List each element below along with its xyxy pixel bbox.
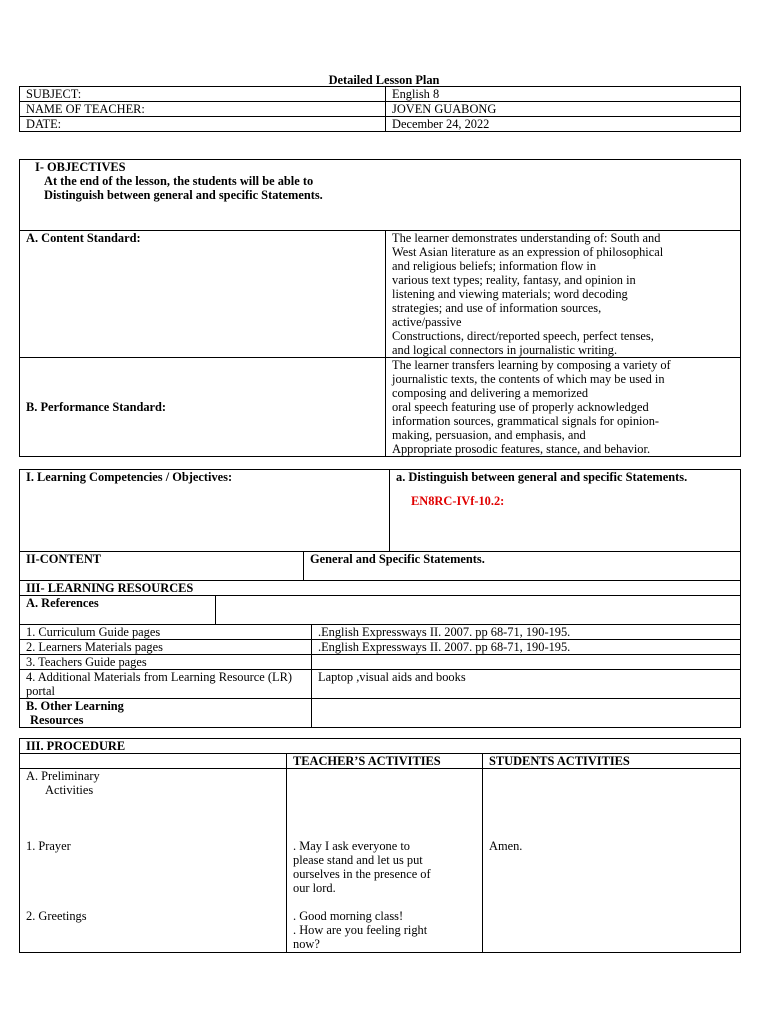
greetings-teacher-2: . How are you feeling right now?	[293, 923, 428, 951]
objectives-intro: At the end of the lesson, the students will be able to	[44, 174, 314, 188]
content-standard-label: A. Content Standard:	[20, 231, 386, 358]
resource-value	[312, 655, 741, 670]
procedure-heading: III. PROCEDURE	[20, 739, 741, 754]
preliminary-label: A. Preliminary	[26, 769, 100, 783]
resource-value: .English Expressways II. 2007. pp 68-71, 190-195.	[312, 640, 741, 655]
resource-value: Laptop ,visual aids and books	[312, 670, 741, 699]
greetings-teacher-1: . Good morning class!	[293, 909, 404, 923]
content-label: II-CONTENT	[20, 552, 304, 581]
teacher-activities-header: TEACHER’S ACTIVITIES	[287, 754, 483, 769]
performance-standard-text: The learner transfers learning by composing a variety of journalistic texts, the contents of which may be used in composing and delivering a memorized oral speech featuring use of properly acknowledged information sources, grammatical signals for opinion- making, persuasion, and emphasis, and Appropriate prosodic features, stance, and behavior.	[386, 358, 741, 457]
performance-standard-label: B. Performance Standard:	[20, 358, 386, 457]
greetings-label: 2. Greetings	[26, 909, 87, 923]
resource-label: 1. Curriculum Guide pages	[20, 625, 312, 640]
date-value: December 24, 2022	[386, 117, 741, 132]
objectives-goal: Distinguish between general and specific Statements.	[44, 188, 323, 202]
resource-label: 2. Learners Materials pages	[20, 640, 312, 655]
prayer-students: Amen.	[489, 839, 523, 853]
subject-value: English 8	[386, 87, 741, 102]
competencies-table	[19, 469, 741, 728]
competency-text: a. Distinguish between general and specific Statements.	[396, 470, 688, 484]
objectives-table	[19, 159, 741, 457]
resource-value: .English Expressways II. 2007. pp 68-71, 190-195.	[312, 625, 741, 640]
competency-code: EN8RC-IVf-10.2:	[411, 494, 505, 508]
resource-label: 4. Additional Materials from Learning Resource (LR) portal	[20, 670, 312, 699]
competencies-label: I. Learning Competencies / Objectives:	[20, 470, 390, 552]
other-resources-label-2: Resources	[30, 713, 84, 727]
resource-label: 3. Teachers Guide pages	[20, 655, 312, 670]
teacher-label: NAME OF TEACHER:	[20, 102, 386, 117]
subject-label: SUBJECT:	[20, 87, 386, 102]
students-activities-header: STUDENTS ACTIVITIES	[483, 754, 741, 769]
content-value: General and Specific Statements.	[304, 552, 741, 581]
other-resources-label: B. Other Learning	[26, 699, 124, 713]
objectives-heading: I- OBJECTIVES	[35, 160, 126, 174]
date-label: DATE:	[20, 117, 386, 132]
prayer-teacher: . May I ask everyone to please stand and let us put ourselves in the presence of our lord.	[293, 839, 431, 895]
teacher-value: JOVEN GUABONG	[386, 102, 741, 117]
content-standard-text: The learner demonstrates understanding of: South and West Asian literature as an expression of philosophical and religious beliefs; information flow in various text types; reality, fantasy, and opinion in listening and viewing materials; word decoding strategies; and use of information sources, active/passive Constructions, direct/reported speech, perfect tenses, and logical connectors in journalistic writing.	[386, 231, 741, 358]
resources-heading: III- LEARNING RESOURCES	[20, 581, 741, 596]
header-table	[19, 86, 741, 132]
document-title: Detailed Lesson Plan	[328, 73, 440, 87]
preliminary-label-2: Activities	[45, 783, 94, 797]
references-label: A. References	[20, 596, 216, 625]
prayer-label: 1. Prayer	[26, 839, 71, 853]
procedure-table	[19, 738, 741, 953]
